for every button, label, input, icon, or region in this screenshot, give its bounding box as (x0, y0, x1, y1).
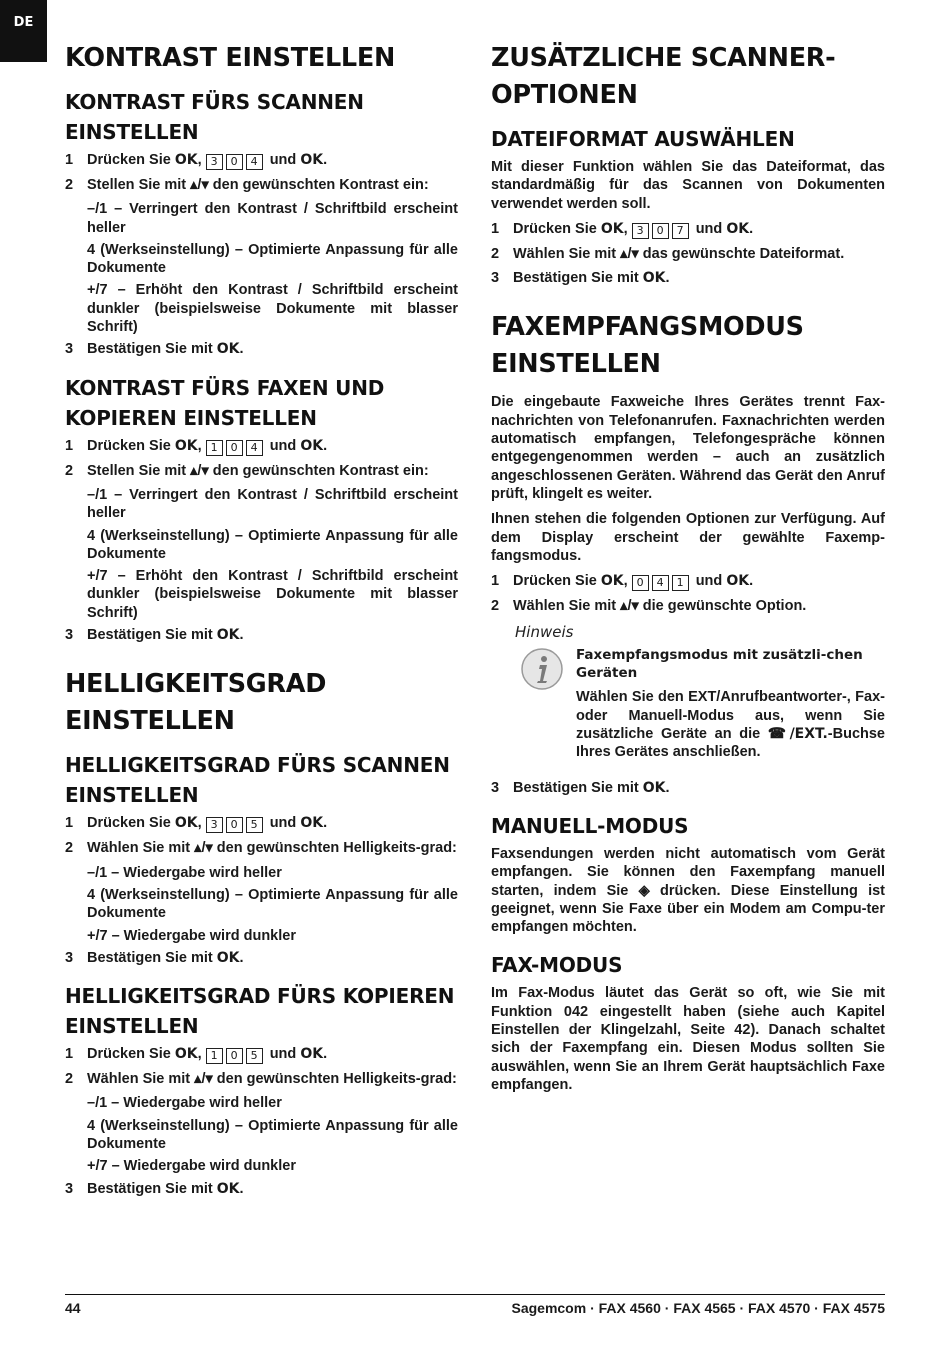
dateiformat-intro: Mit dieser Funktion wählen Sie das Dateiformat, das standardmäßig für das Scannen von Dokumenten verwendet werden soll. (491, 159, 885, 212)
hint-text: Wählen Sie den EXT/Anrufbeantworter-, Fax- oder Manuell-Modus aus, wenn Sie zusätzliche Geräte an die ☎/EXT.-Buchse Ihres Gerätes anschließen. (576, 689, 885, 761)
key-4: 4 (246, 440, 263, 456)
key-5: 5 (246, 817, 263, 833)
heading-fax-modus: FAX-MODUS (491, 953, 623, 978)
language-tab: DE (0, 0, 47, 62)
up-down-arrows-icon: ▴/▾ (620, 598, 639, 615)
step: 3 Bestätigen Sie mit OK. (65, 341, 244, 358)
info-icon (520, 647, 568, 768)
option: +/7 – Erhöht den Kontrast / Schriftbild erscheint dunkler (beispielsweise Dokumente mit blasser Schrift) (87, 282, 458, 336)
ok-key: OK (600, 220, 624, 237)
up-down-arrows-icon: ▴/▾ (190, 177, 209, 193)
right-column (491, 40, 885, 1101)
hint-box (515, 623, 885, 768)
heading-kontrast: KONTRAST EINSTELLEN (65, 43, 396, 73)
option: 4 (Werkseinstellung) – Optimierte Anpassung für alle Dokumente (87, 241, 458, 277)
step: 2 Wählen Sie mit ▴/▾ die gewünschte Option. (491, 598, 807, 615)
key-5: 5 (246, 1048, 263, 1064)
start-key-icon: ◈ (638, 882, 650, 899)
ok-key: OK (174, 437, 198, 454)
option: +/7 – Wiedergabe wird dunkler (87, 1158, 296, 1175)
faxempfang-paragraph-2: Ihnen stehen die folgenden Optionen zur Verfügung. Auf dem Display erscheint der gewählte Faxemp-fangsmodus. (491, 511, 885, 564)
option: +/7 – Wiedergabe wird dunkler (87, 927, 296, 944)
step: 2 Stellen Sie mit ▴/▾ den gewünschten Kontrast ein: (65, 177, 429, 193)
page-number: 44 (65, 1300, 81, 1316)
page-footer (65, 1294, 885, 1316)
ok-key: OK (300, 437, 324, 454)
option: –/1 – Verringert den Kontrast / Schriftbild erscheint heller (87, 486, 458, 522)
ok-key: OK (300, 152, 324, 168)
step: 3 Bestätigen Sie mit OK. (65, 949, 244, 966)
scan-contrast-steps (65, 151, 458, 359)
step: 2 Wählen Sie mit ▴/▾ den gewünschten Helligkeits-grad: (65, 1071, 457, 1088)
scan-brightness-steps (65, 814, 458, 967)
key-3: 3 (206, 817, 223, 833)
ok-key: OK (642, 779, 666, 796)
key-0: 0 (226, 817, 243, 833)
ok-key: OK (600, 573, 624, 590)
heading-scanner-optionen: ZUSÄTZLICHE SCANNER-OPTIONEN (491, 43, 836, 110)
step: 1 Drücken Sie OK, 3 0 7 und OK. (491, 220, 754, 237)
hint-label: Hinweis (515, 623, 574, 642)
copy-brightness-steps (65, 1045, 458, 1198)
step: 1 Drücken Sie OK, 3 0 4 und OK. (65, 152, 328, 168)
key-4: 4 (652, 575, 669, 591)
ok-key: OK (726, 220, 750, 237)
key-1: 1 (206, 440, 223, 456)
ok-key: OK (300, 1046, 324, 1063)
ok-key: OK (174, 1046, 198, 1063)
option: –/1 – Verringert den Kontrast / Schriftbild erscheint heller (87, 201, 458, 236)
step: 1 Drücken Sie OK, 0 4 1 und OK. (491, 573, 754, 590)
heading-dateiformat: DATEIFORMAT AUSWÄHLEN (491, 127, 795, 151)
key-0: 0 (226, 154, 243, 170)
option: 4 (Werkseinstellung) – Optimierte Anpassung für alle Dokumente (87, 527, 458, 562)
key-0: 0 (226, 1048, 243, 1064)
ok-key: OK (216, 1180, 240, 1197)
key-1: 1 (206, 1048, 223, 1064)
up-down-arrows-icon: ▴/▾ (620, 245, 639, 262)
step: 1 Drücken Sie OK, 1 0 5 und OK. (65, 1046, 328, 1063)
ok-key: OK (726, 573, 750, 590)
faxmodus-paragraph: Im Fax-Modus läutet das Gerät so oft, wie Sie mit Funktion 042 eingestellt haben (siehe auch Kapitel Einstellen der Klingelzahl, Seite 42). Danach schaltet sich der Faxempfang ein. Diesen Modus sollten Sie auswählen, wenn Sie an Ihrem Gerät hauptsächlich Faxe empfangen. (491, 985, 885, 1093)
ok-key: OK (174, 815, 198, 832)
up-down-arrows-icon: ▴/▾ (190, 462, 209, 479)
ok-key: OK (216, 627, 240, 644)
phone-icon: ☎ (767, 726, 790, 743)
product-line: Sagemcom · FAX 4560 · FAX 4565 · FAX 4570 · FAX 4575 (511, 1300, 885, 1316)
key-3: 3 (632, 223, 649, 239)
step: 2 Wählen Sie mit ▴/▾ das gewünschte Dateiformat. (491, 245, 845, 262)
step: 3 Bestätigen Sie mit OK. (65, 627, 244, 644)
ext-label: /EXT. (789, 726, 828, 743)
option: –/1 – Wiedergabe wird heller (87, 1095, 282, 1112)
hint-title: Faxempfangsmodus mit zusätzli-chen Geräten (576, 647, 863, 681)
key-0: 0 (226, 440, 243, 456)
step: 3 Bestätigen Sie mit OK. (491, 270, 670, 287)
faxempfang-paragraph-1: Die eingebaute Faxweiche Ihres Gerätes trennt Fax-nachrichten von Telefonanrufen. Faxnachrichten werden automatisch empfangen, Telefongespräche können entgegengenommen werden – auch an zusätzlich angeschlossenen Geräten. Während das Gerät den Anruf prüft, klingelt es weiter. (491, 394, 885, 502)
option: +/7 – Erhöht den Kontrast / Schriftbild erscheint dunkler (beispielsweise Dokumente mit blasser Schrift) (87, 568, 458, 621)
chapter-reference: Einstellen der Klingelzahl (491, 1022, 678, 1039)
step: 3 Bestätigen Sie mit OK. (65, 1180, 244, 1197)
key-1: 1 (672, 575, 689, 591)
option: 4 (Werkseinstellung) – Optimierte Anpassung für alle Dokumente (87, 1117, 458, 1153)
manuell-paragraph: Faxsendungen werden nicht automatisch vom Gerät empfangen. Sie können den Faxempfang manuell starten, indem Sie ◈ drücken. Diese Einstellung ist geeignet, wenn Sie Faxe über ein Modem am Compu-ter empfangen möchten. (491, 845, 886, 936)
step: 3 Bestätigen Sie mit OK. (491, 779, 670, 796)
step: 2 Stellen Sie mit ▴/▾ den gewünschten Kontrast ein: (65, 462, 429, 479)
heading-manuell-modus: MANUELL-MODUS (491, 813, 689, 838)
key-3: 3 (206, 154, 223, 170)
ok-key: OK (216, 949, 240, 966)
ok-key: OK (216, 341, 240, 358)
key-7: 7 (672, 223, 689, 239)
option: 4 (Werkseinstellung) – Optimierte Anpassung für alle Dokumente (87, 886, 458, 922)
option: –/1 – Wiedergabe wird heller (87, 864, 282, 881)
heading-hell-kopieren: HELLIGKEITSGRAD FÜRS KOPIEREN EINSTELLEN (65, 984, 455, 1039)
faxempfang-steps (491, 572, 885, 615)
fax-contrast-steps (65, 437, 458, 645)
left-column (65, 40, 458, 1204)
heading-hell-scannen: HELLIGKEITSGRAD FÜRS SCANNEN EINSTELLEN (65, 753, 450, 808)
heading-faxempfangsmodus: FAXEMPFANGSMODUS EINSTELLEN (491, 312, 804, 380)
ok-key: OK (300, 815, 324, 832)
step: 1 Drücken Sie OK, 3 0 5 und OK. (65, 815, 328, 832)
ok-key: OK (174, 152, 198, 168)
heading-helligkeit: HELLIGKEITSGRAD EINSTELLEN (65, 669, 327, 737)
key-0: 0 (652, 223, 669, 239)
key-4: 4 (246, 154, 263, 170)
key-0: 0 (632, 575, 649, 591)
up-down-arrows-icon: ▴/▾ (194, 1071, 213, 1088)
ok-key: OK (642, 270, 666, 287)
up-down-arrows-icon: ▴/▾ (194, 840, 213, 857)
heading-kontrast-faxen: KONTRAST FÜRS FAXEN UND KOPIEREN EINSTELLEN (65, 375, 385, 430)
step: 1 Drücken Sie OK, 1 0 4 und OK. (65, 437, 328, 454)
step: 2 Wählen Sie mit ▴/▾ den gewünschten Helligkeits-grad: (65, 840, 457, 857)
heading-kontrast-scannen: KONTRAST FÜRS SCANNEN EINSTELLEN (65, 90, 364, 144)
dateiformat-steps (491, 220, 885, 288)
